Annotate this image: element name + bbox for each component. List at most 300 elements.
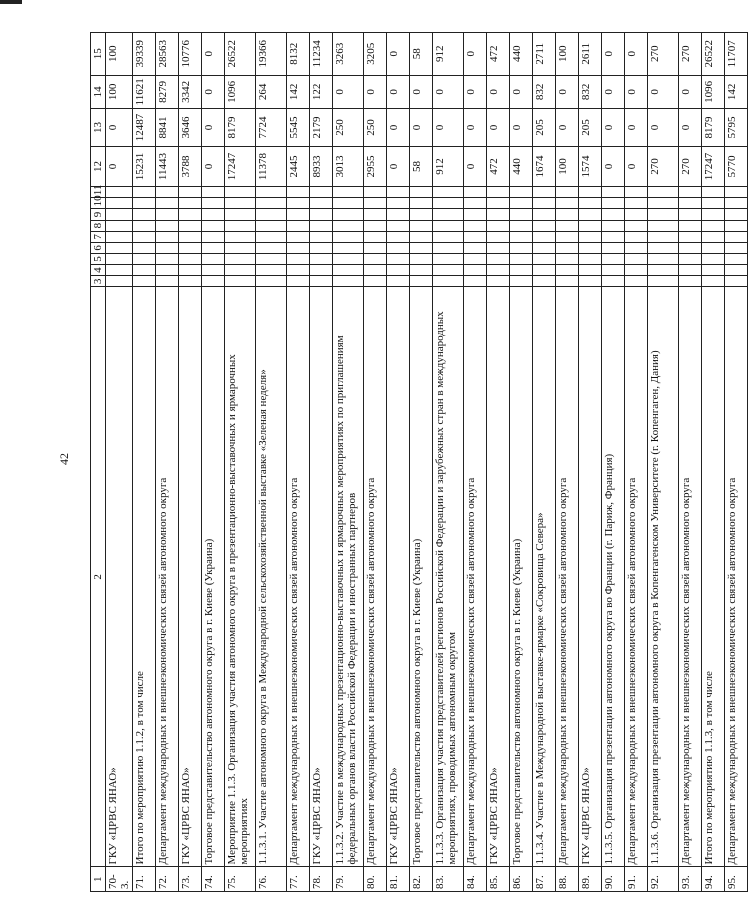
empty-cell <box>533 276 556 287</box>
empty-cell <box>679 231 702 242</box>
value-cell-col14: 0 <box>410 75 433 108</box>
value-cell-col12: 17247 <box>702 146 725 186</box>
empty-cell <box>106 265 133 276</box>
value-cell-col12: 2445 <box>287 146 310 186</box>
row-number-cell: 74. <box>202 867 225 892</box>
empty-cell <box>310 231 333 242</box>
value-cell-col13: 3646 <box>179 109 202 147</box>
empty-cell <box>702 265 725 276</box>
table-row <box>156 33 179 892</box>
table-row <box>133 33 156 892</box>
empty-cell <box>256 253 287 264</box>
empty-cell <box>410 220 433 231</box>
empty-cell <box>333 231 364 242</box>
empty-cell <box>648 265 679 276</box>
value-cell-col14: 0 <box>433 75 464 108</box>
empty-cell <box>106 209 133 220</box>
table-row <box>433 33 464 892</box>
value-cell-col15: 26522 <box>702 33 725 76</box>
empty-cell <box>410 231 433 242</box>
empty-cell <box>679 198 702 209</box>
empty-cell <box>602 187 625 198</box>
empty-cell <box>225 265 256 276</box>
value-cell-col13: 12487 <box>133 109 156 147</box>
empty-cell <box>387 242 410 253</box>
empty-cell <box>433 253 464 264</box>
empty-cell <box>579 265 602 276</box>
empty-cell <box>310 198 333 209</box>
empty-cell <box>310 265 333 276</box>
value-cell-col14: 0 <box>602 75 625 108</box>
empty-cell <box>679 276 702 287</box>
value-cell-col13: 8841 <box>156 109 179 147</box>
empty-cell <box>533 265 556 276</box>
empty-cell <box>648 187 679 198</box>
empty-cell <box>702 231 725 242</box>
empty-cell <box>310 187 333 198</box>
empty-cell <box>487 187 510 198</box>
empty-cell <box>225 231 256 242</box>
row-name-cell: 1.1.3.4. Участие в Международной выставке-ярмарке «Сокровища Севера» <box>533 287 556 867</box>
empty-cell <box>625 276 648 287</box>
empty-cell <box>602 276 625 287</box>
empty-cell <box>433 242 464 253</box>
value-cell-col12: 15231 <box>133 146 156 186</box>
empty-cell <box>287 209 310 220</box>
value-cell-col12: 11443 <box>156 146 179 186</box>
value-cell-col15: 0 <box>387 33 410 76</box>
empty-cell <box>287 231 310 242</box>
empty-cell <box>179 276 202 287</box>
table-row <box>106 33 133 892</box>
value-cell-col15: 39339 <box>133 33 156 76</box>
value-cell-col15: 0 <box>625 33 648 76</box>
empty-cell <box>648 198 679 209</box>
header-cell: 9 <box>91 209 106 220</box>
empty-cell <box>387 276 410 287</box>
row-name-cell: ГКУ «ЦРВС ЯНАО» <box>106 287 133 867</box>
empty-cell <box>156 187 179 198</box>
empty-cell <box>648 276 679 287</box>
empty-cell <box>510 242 533 253</box>
budget-table <box>90 32 748 892</box>
empty-cell <box>202 231 225 242</box>
value-cell-col12: 17247 <box>225 146 256 186</box>
empty-cell <box>310 253 333 264</box>
value-cell-col15: 100 <box>556 33 579 76</box>
empty-cell <box>487 198 510 209</box>
row-name-cell: Торговое представительство автономного округа в г. Киеве (Украина) <box>202 287 225 867</box>
empty-cell <box>225 209 256 220</box>
empty-cell <box>602 220 625 231</box>
value-cell-col13: 0 <box>510 109 533 147</box>
empty-cell <box>287 187 310 198</box>
empty-cell <box>333 209 364 220</box>
empty-cell <box>256 265 287 276</box>
empty-cell <box>225 198 256 209</box>
empty-cell <box>156 198 179 209</box>
empty-cell <box>556 209 579 220</box>
row-number-cell: 93. <box>679 867 702 892</box>
row-name-cell: Департамент международных и внешнеэкономических связей автономного округа <box>725 287 748 867</box>
value-cell-col15: 100 <box>106 33 133 76</box>
empty-cell <box>225 276 256 287</box>
empty-cell <box>310 276 333 287</box>
empty-cell <box>433 276 464 287</box>
empty-cell <box>464 187 487 198</box>
empty-cell <box>625 198 648 209</box>
empty-cell <box>625 253 648 264</box>
empty-cell <box>202 198 225 209</box>
empty-cell <box>625 209 648 220</box>
empty-cell <box>310 242 333 253</box>
empty-cell <box>556 220 579 231</box>
row-name-cell: ГКУ «ЦРВС ЯНАО» <box>579 287 602 867</box>
empty-cell <box>725 187 748 198</box>
empty-cell <box>133 209 156 220</box>
header-cell: 10 <box>91 198 106 209</box>
empty-cell <box>464 209 487 220</box>
empty-cell <box>225 220 256 231</box>
empty-cell <box>433 209 464 220</box>
empty-cell <box>556 253 579 264</box>
value-cell-col14: 142 <box>287 75 310 108</box>
empty-cell <box>364 209 387 220</box>
empty-cell <box>179 253 202 264</box>
value-cell-col12: 11378 <box>256 146 287 186</box>
empty-cell <box>702 209 725 220</box>
empty-cell <box>533 231 556 242</box>
value-cell-col13: 205 <box>579 109 602 147</box>
value-cell-col13: 0 <box>648 109 679 147</box>
empty-cell <box>202 242 225 253</box>
empty-cell <box>725 265 748 276</box>
table-row <box>625 33 648 892</box>
table-row <box>287 33 310 892</box>
value-cell-col14: 0 <box>202 75 225 108</box>
table-row <box>202 33 225 892</box>
value-cell-col15: 0 <box>202 33 225 76</box>
value-cell-col14: 264 <box>256 75 287 108</box>
empty-cell <box>679 265 702 276</box>
row-name-cell: Департамент международных и внешнеэкономических связей автономного округа <box>364 287 387 867</box>
row-name-cell: Торговое представительство автономного округа в г. Киеве (Украина) <box>510 287 533 867</box>
empty-cell <box>202 265 225 276</box>
empty-cell <box>648 209 679 220</box>
table-row <box>556 33 579 892</box>
value-cell-col15: 270 <box>679 33 702 76</box>
empty-cell <box>725 198 748 209</box>
empty-cell <box>433 187 464 198</box>
empty-cell <box>133 187 156 198</box>
value-cell-col14: 0 <box>556 75 579 108</box>
empty-cell <box>133 231 156 242</box>
empty-cell <box>156 253 179 264</box>
value-cell-col12: 1574 <box>579 146 602 186</box>
empty-cell <box>133 276 156 287</box>
row-number-cell: 78. <box>310 867 333 892</box>
empty-cell <box>333 187 364 198</box>
empty-cell <box>579 276 602 287</box>
empty-cell <box>364 276 387 287</box>
empty-cell <box>364 231 387 242</box>
value-cell-col14: 8279 <box>156 75 179 108</box>
empty-cell <box>602 265 625 276</box>
empty-cell <box>648 231 679 242</box>
empty-cell <box>225 242 256 253</box>
empty-cell <box>464 231 487 242</box>
row-number-cell: 75. <box>225 867 256 892</box>
empty-cell <box>679 209 702 220</box>
value-cell-col13: 0 <box>625 109 648 147</box>
header-cell: 15 <box>91 33 106 76</box>
empty-cell <box>625 242 648 253</box>
empty-cell <box>387 198 410 209</box>
empty-cell <box>602 231 625 242</box>
empty-cell <box>510 276 533 287</box>
empty-cell <box>106 198 133 209</box>
empty-cell <box>256 242 287 253</box>
empty-cell <box>256 220 287 231</box>
empty-cell <box>225 187 256 198</box>
row-number-cell: 83. <box>433 867 464 892</box>
value-cell-col15: 270 <box>648 33 679 76</box>
empty-cell <box>133 253 156 264</box>
empty-cell <box>487 276 510 287</box>
row-name-cell: Итого по мероприятию 1.1.3, в том числе <box>702 287 725 867</box>
empty-cell <box>679 242 702 253</box>
empty-cell <box>625 220 648 231</box>
value-cell-col14: 0 <box>333 75 364 108</box>
rotated-table-container <box>90 32 738 892</box>
row-name-cell: Торговое представительство автономного округа в г. Киеве (Украина) <box>410 287 433 867</box>
row-number-cell: 91. <box>625 867 648 892</box>
table-row <box>464 33 487 892</box>
table-row <box>725 33 748 892</box>
value-cell-col13: 7724 <box>256 109 287 147</box>
empty-cell <box>387 220 410 231</box>
value-cell-col12: 8933 <box>310 146 333 186</box>
empty-cell <box>256 209 287 220</box>
empty-cell <box>533 187 556 198</box>
empty-cell <box>725 242 748 253</box>
row-name-cell: Департамент международных и внешнеэкономических связей автономного округа <box>679 287 702 867</box>
header-cell: 6 <box>91 242 106 253</box>
value-cell-col12: 270 <box>648 146 679 186</box>
empty-cell <box>106 253 133 264</box>
empty-cell <box>410 265 433 276</box>
empty-cell <box>464 198 487 209</box>
empty-cell <box>433 220 464 231</box>
value-cell-col14: 11621 <box>133 75 156 108</box>
row-name-cell: Мероприятие 1.1.3. Организация участия автономного округа в презентационно-выставочных и ярмарочных мероприятиях <box>225 287 256 867</box>
value-cell-col15: 26522 <box>225 33 256 76</box>
empty-cell <box>625 265 648 276</box>
empty-cell <box>364 265 387 276</box>
empty-cell <box>387 253 410 264</box>
value-cell-col13: 0 <box>106 109 133 147</box>
value-cell-col15: 28563 <box>156 33 179 76</box>
value-cell-col12: 2955 <box>364 146 387 186</box>
value-cell-col13: 0 <box>464 109 487 147</box>
row-number-cell: 88. <box>556 867 579 892</box>
empty-cell <box>510 209 533 220</box>
row-number-cell: 81. <box>387 867 410 892</box>
row-number-cell: 84. <box>464 867 487 892</box>
empty-cell <box>310 220 333 231</box>
empty-cell <box>287 265 310 276</box>
table-row <box>533 33 556 892</box>
empty-cell <box>579 209 602 220</box>
value-cell-col14: 832 <box>579 75 602 108</box>
row-name-cell: 1.1.3.3. Организация участия представителей регионов Российской Федерации и зарубежных стран в международных мероприятиях, проводимых автономным округом <box>433 287 464 867</box>
corner-scan-mark <box>0 0 22 4</box>
row-name-cell: Департамент международных и внешнеэкономических связей автономного округа <box>556 287 579 867</box>
empty-cell <box>256 187 287 198</box>
page-number: 42 <box>57 453 71 465</box>
value-cell-col14: 122 <box>310 75 333 108</box>
empty-cell <box>487 231 510 242</box>
empty-cell <box>287 220 310 231</box>
empty-cell <box>464 220 487 231</box>
table-header-row <box>91 33 106 892</box>
value-cell-col15: 3263 <box>333 33 364 76</box>
empty-cell <box>510 265 533 276</box>
table-row <box>648 33 679 892</box>
empty-cell <box>410 187 433 198</box>
empty-cell <box>106 187 133 198</box>
value-cell-col14: 0 <box>625 75 648 108</box>
empty-cell <box>533 242 556 253</box>
empty-cell <box>387 265 410 276</box>
row-number-cell: 72. <box>156 867 179 892</box>
row-name-cell: Итого по мероприятию 1.1.2, в том числе <box>133 287 156 867</box>
empty-cell <box>387 231 410 242</box>
row-number-cell: 95. <box>725 867 748 892</box>
empty-cell <box>602 198 625 209</box>
empty-cell <box>556 242 579 253</box>
empty-cell <box>287 276 310 287</box>
table-row <box>364 33 387 892</box>
empty-cell <box>156 209 179 220</box>
table-row <box>487 33 510 892</box>
value-cell-col12: 0 <box>202 146 225 186</box>
value-cell-col12: 100 <box>556 146 579 186</box>
empty-cell <box>648 242 679 253</box>
empty-cell <box>487 253 510 264</box>
value-cell-col13: 0 <box>679 109 702 147</box>
empty-cell <box>310 209 333 220</box>
value-cell-col12: 5770 <box>725 146 748 186</box>
empty-cell <box>433 231 464 242</box>
empty-cell <box>333 198 364 209</box>
empty-cell <box>625 187 648 198</box>
row-number-cell: 71. <box>133 867 156 892</box>
empty-cell <box>179 198 202 209</box>
empty-cell <box>287 242 310 253</box>
empty-cell <box>202 253 225 264</box>
value-cell-col12: 270 <box>679 146 702 186</box>
row-name-cell: 1.1.3.1. Участие автономного округа в Международной сельскохозяйственной выставке «Зеленая неделя» <box>256 287 287 867</box>
empty-cell <box>579 242 602 253</box>
empty-cell <box>679 220 702 231</box>
table-row <box>510 33 533 892</box>
row-name-cell: Департамент международных и внешнеэкономических связей автономного округа <box>156 287 179 867</box>
value-cell-col14: 0 <box>648 75 679 108</box>
value-cell-col13: 205 <box>533 109 556 147</box>
header-cell: 3 <box>91 276 106 287</box>
empty-cell <box>556 198 579 209</box>
empty-cell <box>487 220 510 231</box>
value-cell-col15: 58 <box>410 33 433 76</box>
value-cell-col15: 0 <box>602 33 625 76</box>
header-cell: 7 <box>91 231 106 242</box>
empty-cell <box>433 265 464 276</box>
row-name-cell: Департамент международных и внешнеэкономических связей автономного округа <box>464 287 487 867</box>
value-cell-col12: 3788 <box>179 146 202 186</box>
empty-cell <box>702 187 725 198</box>
table-row <box>579 33 602 892</box>
row-number-cell: 79. <box>333 867 364 892</box>
row-name-cell: 1.1.3.5. Организация презентации автономного округа во Франции (г. Париж, Франция) <box>602 287 625 867</box>
value-cell-col14: 1096 <box>225 75 256 108</box>
row-name-cell: Департамент международных и внешнеэкономических связей автономного округа <box>625 287 648 867</box>
empty-cell <box>133 220 156 231</box>
empty-cell <box>510 253 533 264</box>
empty-cell <box>464 276 487 287</box>
empty-cell <box>679 187 702 198</box>
value-cell-col14: 3342 <box>179 75 202 108</box>
value-cell-col12: 58 <box>410 146 433 186</box>
row-number-cell: 77. <box>287 867 310 892</box>
empty-cell <box>464 253 487 264</box>
empty-cell <box>410 209 433 220</box>
table-row <box>333 33 364 892</box>
value-cell-col15: 440 <box>510 33 533 76</box>
table-row <box>179 33 202 892</box>
row-number-cell: 80. <box>364 867 387 892</box>
empty-cell <box>333 220 364 231</box>
empty-cell <box>287 198 310 209</box>
empty-cell <box>333 242 364 253</box>
value-cell-col15: 10776 <box>179 33 202 76</box>
empty-cell <box>179 242 202 253</box>
empty-cell <box>579 187 602 198</box>
empty-cell <box>702 220 725 231</box>
empty-cell <box>156 276 179 287</box>
value-cell-col14: 0 <box>387 75 410 108</box>
value-cell-col13: 0 <box>202 109 225 147</box>
row-number-cell: 85. <box>487 867 510 892</box>
empty-cell <box>156 265 179 276</box>
value-cell-col13: 0 <box>602 109 625 147</box>
value-cell-col13: 2179 <box>310 109 333 147</box>
empty-cell <box>702 198 725 209</box>
value-cell-col14: 0 <box>464 75 487 108</box>
value-cell-col15: 19366 <box>256 33 287 76</box>
row-number-cell: 90. <box>602 867 625 892</box>
empty-cell <box>725 253 748 264</box>
row-name-cell: ГКУ «ЦРВС ЯНАО» <box>179 287 202 867</box>
table-row <box>702 33 725 892</box>
table-row <box>225 33 256 892</box>
empty-cell <box>133 242 156 253</box>
value-cell-col12: 0 <box>464 146 487 186</box>
value-cell-col14: 142 <box>725 75 748 108</box>
value-cell-col12: 440 <box>510 146 533 186</box>
header-cell: 1 <box>91 867 106 892</box>
empty-cell <box>106 242 133 253</box>
